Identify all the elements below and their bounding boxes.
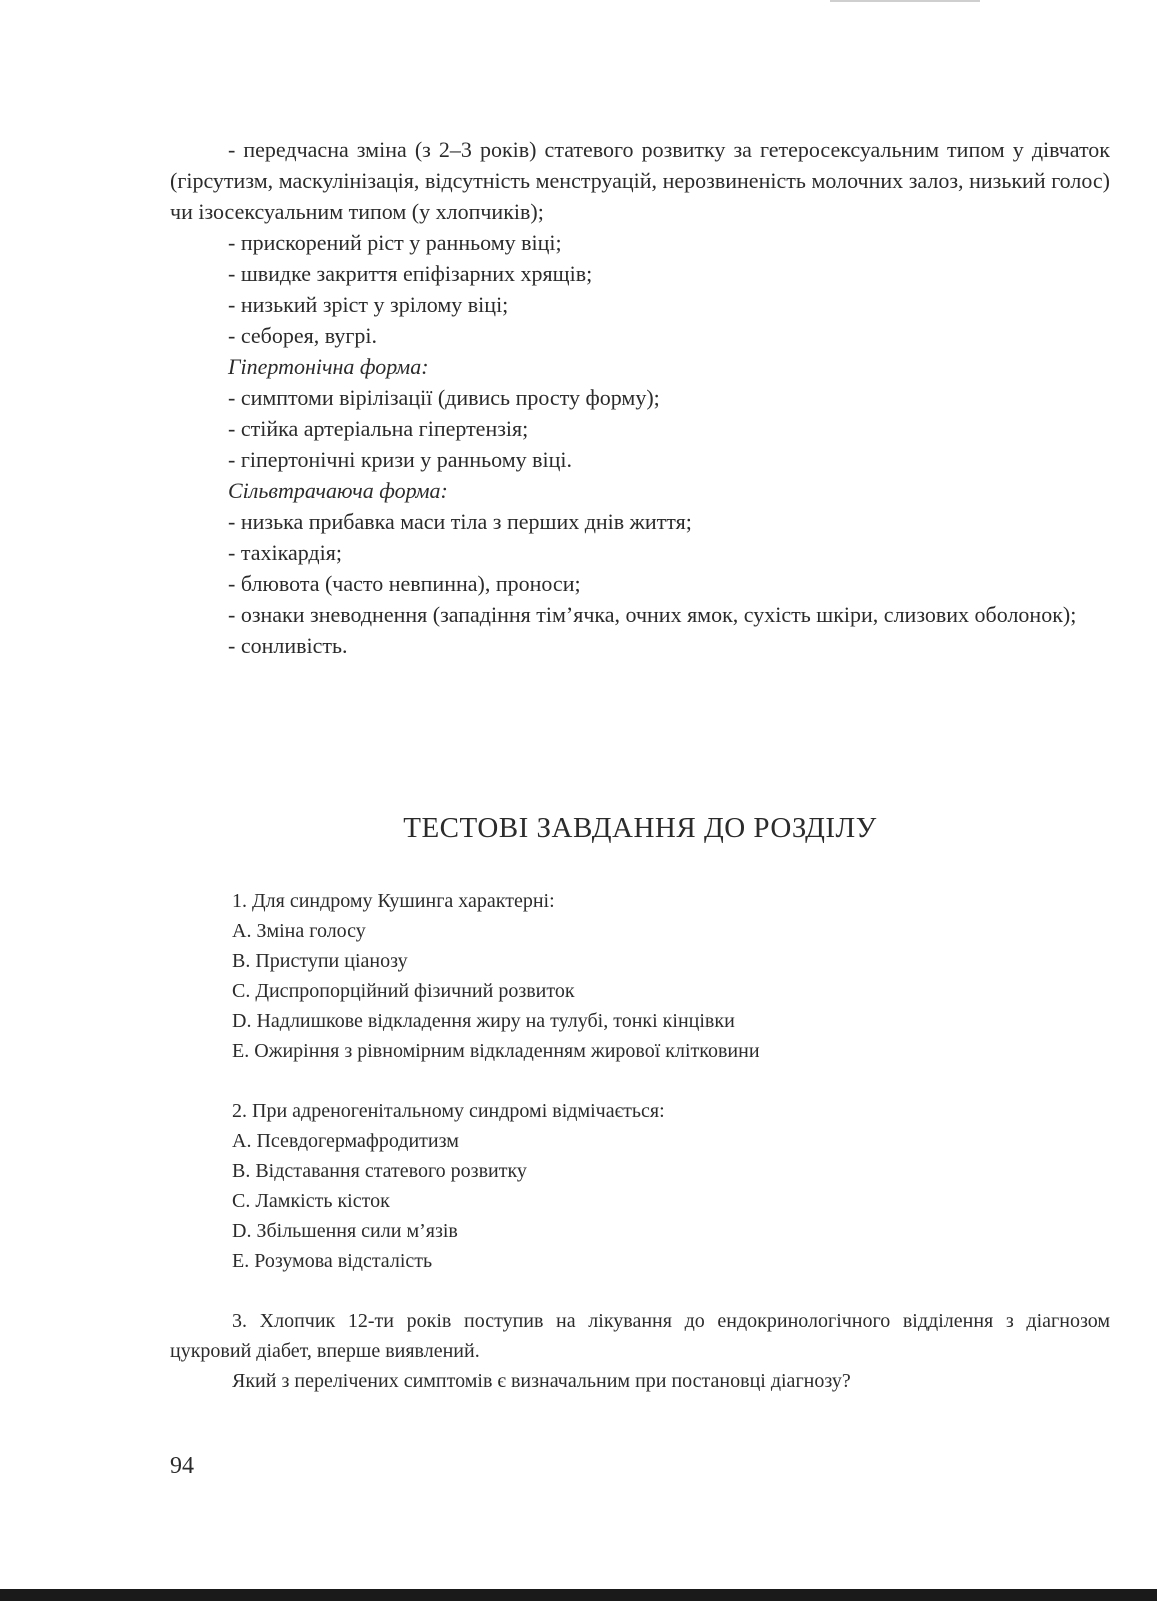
list-item: - швидке закриття епіфізарних хрящів; (228, 261, 593, 286)
list-item: - низька прибавка маси тіла з перших днів життя; (228, 509, 692, 534)
list-item: - сонливість. (228, 633, 348, 658)
answer-option: Е. Ожиріння з рівномірним відкладенням жирової клітковини (232, 1040, 760, 1062)
salt-wasting-form-heading: Сільвтрачаюча форма: (228, 478, 448, 503)
question-1 (170, 886, 1110, 1066)
test-questions (170, 886, 1110, 1426)
list-item: - стійка артеріальна гіпертензія; (228, 416, 529, 441)
list-item: - прискорений ріст у ранньому віці; (228, 230, 562, 255)
answer-option: А. Зміна голосу (232, 920, 366, 942)
question-text: 2. При адреногенітальному синдромі відмічається: (232, 1100, 665, 1122)
list-item: - тахікардія; (228, 540, 342, 565)
question-text: 3. Хлопчик 12-ти років поступив на лікування до ендокринологічного відділення з діагнозом цукровий діабет, вперше виявлений. (170, 1310, 1110, 1362)
section-title: ТЕСТОВІ ЗАВДАННЯ ДО РОЗДІЛУ (403, 812, 877, 844)
list-item: - ознаки зневоднення (западіння тім’ячка, очних ямок, сухість шкіри, слизових оболонок); (228, 602, 1077, 627)
answer-option: D. Збільшення сили м’язів (232, 1220, 458, 1242)
scan-edge-top (830, 0, 980, 2)
list-item: - блювота (часто невпинна), проноси; (228, 571, 581, 596)
question-text: 1. Для синдрому Кушинга характерні: (232, 890, 555, 912)
list-item: - симптоми вірілізації (дивись просту форму); (228, 385, 660, 410)
list-item: - гіпертонічні кризи у ранньому віці. (228, 447, 573, 472)
list-item: - низький зріст у зрілому віці; (228, 292, 509, 317)
hypertensive-form-heading: Гіпертонічна форма: (228, 354, 429, 379)
question-followup: Який з перелічених симптомів є визначальним при постановці діагнозу? (232, 1370, 851, 1392)
answer-option: В. Приступи ціанозу (232, 950, 408, 972)
question-2 (170, 1096, 1110, 1276)
question-3 (170, 1306, 1110, 1396)
page-number: 94 (170, 1453, 194, 1479)
list-item: - себорея, вугрі. (228, 323, 377, 348)
answer-option: D. Надлишкове відкладення жиру на тулубі, тонкі кінцівки (232, 1010, 735, 1032)
main-text (170, 134, 1110, 661)
answer-option: А. Псевдогермафродитизм (232, 1130, 459, 1152)
scan-edge-bottom (0, 1589, 1157, 1601)
answer-option: С. Диспропорційний фізичний розвиток (232, 980, 575, 1002)
intro-paragraph: - передчасна зміна (з 2–3 років) статевого розвитку за гетеросексуальним типом у дівчаток (гірсутизм, маскулінізація, відсутність менструацій, нерозвиненість молочних залоз, низький голос) чи ізосексуальним типом (у хлопчиків); (170, 137, 1110, 224)
answer-option: С. Ламкість кісток (232, 1190, 390, 1212)
answer-option: В. Відставання статевого розвитку (232, 1160, 527, 1182)
answer-option: Е. Розумова відсталість (232, 1250, 433, 1272)
